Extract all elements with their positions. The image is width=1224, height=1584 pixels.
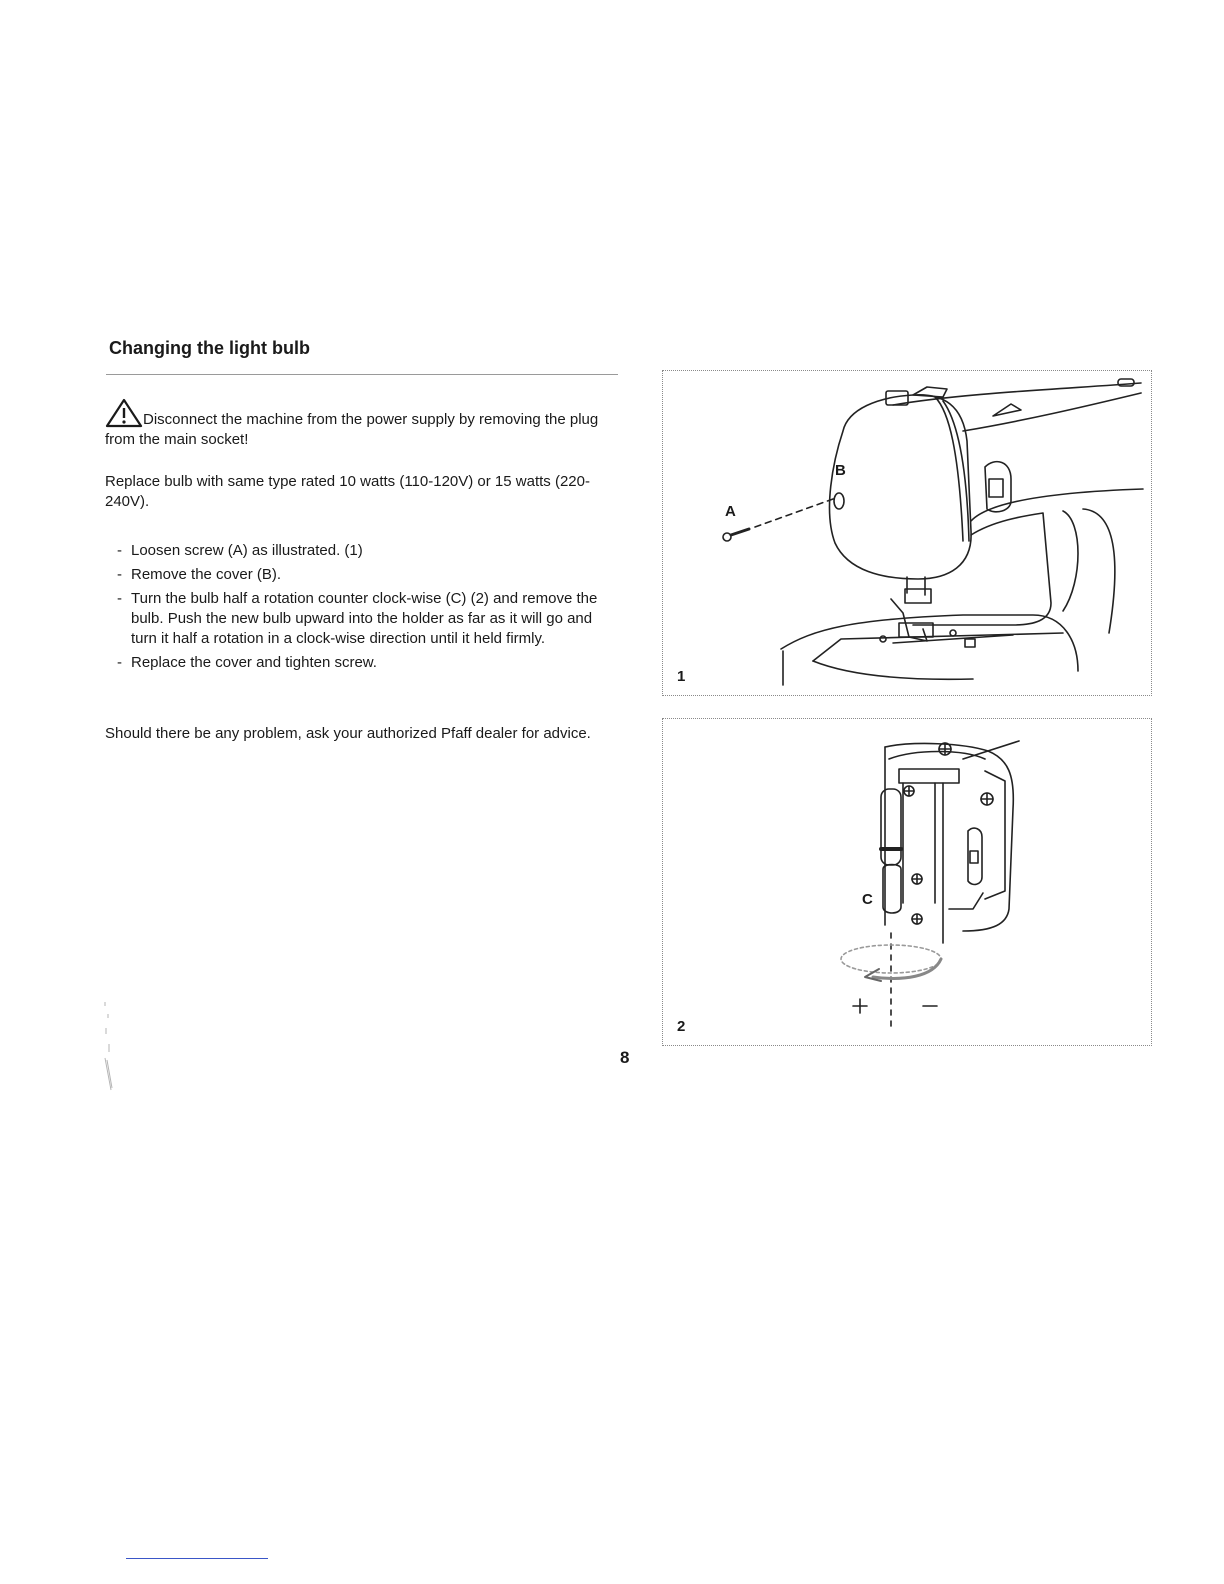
section-title: Changing the light bulb [109, 338, 310, 358]
sewing-machine-head-illustration [663, 371, 1151, 695]
scan-artifact [102, 1000, 114, 1092]
step-text: Replace the cover and tighten screw. [131, 654, 377, 671]
label-b: B [835, 462, 846, 479]
label-a: A [725, 503, 736, 520]
list-item [105, 565, 620, 585]
bullet-dash: - [117, 590, 122, 607]
bulb-spec-paragraph: Replace bulb with same type rated 10 watts (110-120V) or 15 watts (220-240V). [105, 473, 590, 510]
warning-text: Disconnect the machine from the power supply by removing the plug from the main socket! [105, 411, 599, 448]
label-c: C [862, 891, 873, 908]
figure-1-machine-cover [662, 370, 1152, 696]
bulb-holder-illustration [663, 719, 1151, 1045]
page-number: 8 [620, 1048, 630, 1067]
step-text: Turn the bulb half a rotation counter clock-wise (C) (2) and remove the bulb. Push the new bulb upward into the holder as far as it will go and turn it half a rotation in a clock-wise direction until it held firmly. [131, 590, 598, 647]
warning-triangle-icon [105, 398, 143, 428]
list-item [105, 541, 620, 561]
step-text: Loosen screw (A) as illustrated. (1) [131, 542, 363, 559]
figure-number: 1 [677, 668, 686, 685]
bullet-dash: - [117, 566, 122, 583]
figure-number: 2 [677, 1018, 686, 1035]
advice-paragraph: Should there be any problem, ask your authorized Pfaff dealer for advice. [105, 725, 591, 742]
instruction-steps [105, 541, 620, 677]
list-item [105, 653, 620, 673]
step-text: Remove the cover (B). [131, 566, 282, 583]
figure-2-bulb-holder [662, 718, 1152, 1046]
warning-paragraph [105, 398, 620, 450]
bullet-dash: - [117, 542, 122, 559]
title-divider [106, 374, 618, 375]
footer-link-line [126, 1558, 268, 1559]
bullet-dash: - [117, 654, 122, 671]
list-item [105, 589, 620, 649]
